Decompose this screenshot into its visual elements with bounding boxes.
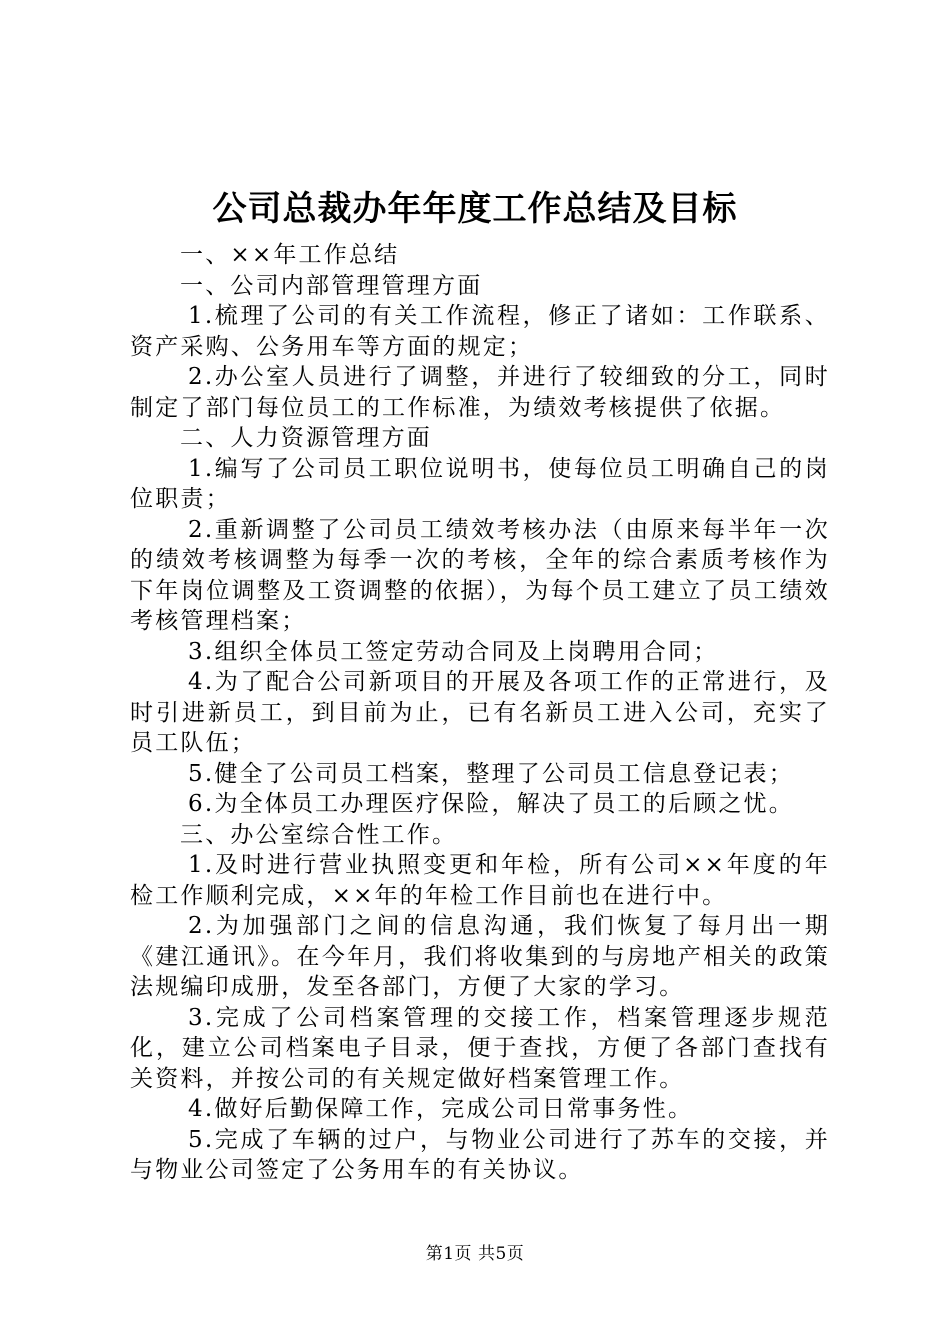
page-number-footer: 第1页 共5页 [425,1244,525,1264]
list-item: 4.为了配合公司新项目的开展及各项工作的正常进行，及时引进新员工，到目前为止，已有名新员工进入公司，充实了员工队伍； [130,669,830,756]
list-item: 2.为加强部门之间的信息沟通，我们恢复了每月出一期《建江通讯》。在今年月，我们将收集到的与房地产相关的政策法规编印成册，发至各部门，方便了大家的学习。 [130,913,830,1000]
list-item: 6.为全体员工办理医疗保险，解决了员工的后顾之忧。 [188,791,794,817]
list-item: 3.组织全体员工签定劳动合同及上岗聘用合同； [188,638,719,665]
section-heading: 一、××年工作总结 [180,242,400,268]
list-item: 3.完成了公司档案管理的交接工作，档案管理逐步规范化，建立公司档案电子目录，便于查找，方便了各部门查找有关资料，并按公司的有关规定做好档案管理工作。 [130,1004,830,1092]
section-heading: 三、办公室综合性工作。 [180,821,458,848]
section-heading: 一、公司内部管理管理方面 [180,272,483,299]
list-item: 1.梳理了公司的有关工作流程，修正了诸如：工作联系、资产采购、公务用车等方面的规定； [130,303,830,360]
list-item: 1.及时进行营业执照变更和年检，所有公司××年度的年检工作顺利完成，××年的年检工作目前也在进行中。 [130,852,830,909]
list-item: 2.办公室人员进行了调整，并进行了较细致的分工，同时制定了部门每位员工的工作标准，为绩效考核提供了依据。 [130,364,830,421]
document-body [130,240,830,1186]
document-title: 公司总裁办年年度工作总结及目标 [212,189,738,229]
list-item: 5.健全了公司员工档案，整理了公司员工信息登记表； [188,760,794,787]
list-item: 4.做好后勤保障工作，完成公司日常事务性。 [188,1096,694,1122]
list-item: 1.编写了公司员工职位说明书，使每位员工明确自己的岗位职责； [130,455,830,512]
list-item: 5.完成了车辆的过户，与物业公司进行了苏车的交接，并与物业公司签定了公务用车的有关协议。 [130,1126,830,1183]
list-item: 2.重新调整了公司员工绩效考核办法（由原来每半年一次的绩效考核调整为每季一次的考核，全年的综合素质考核作为下年岗位调整及工资调整的依据），为每个员工建立了员工绩效考核管理档案； [130,516,830,634]
section-heading: 二、人力资源管理方面 [180,425,432,451]
